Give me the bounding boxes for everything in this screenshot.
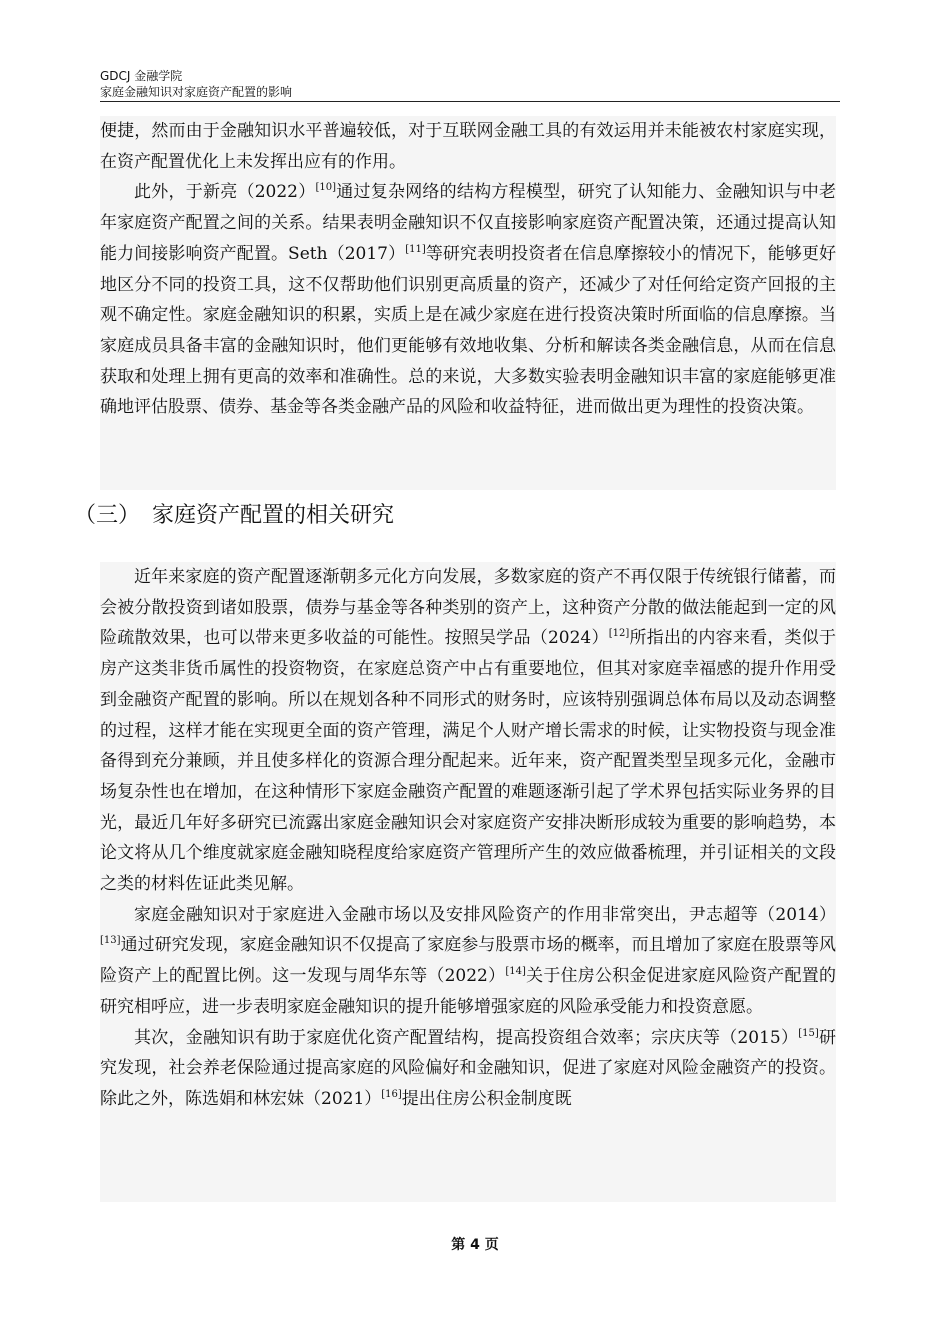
paragraph: 近年来家庭的资产配置逐渐朝多元化方向发展，多数家庭的资产不再仅限于传统银行储蓄，而会被分散投资到诸如股票，债券与基金等各种类别的资产上，这种资产分散的做法能起到一定的风险疏散效果，也可以带来更多收益的可能性。按照吴学品（2024）[12]所指出的内容来看，类似于房产这类非货币属性的投资物资，在家庭总资产中占有重要地位，但其对家庭幸福感的提升作用受到金融资产配置的影响。所以在规划各种不同形式的财务时，应该特别强调总体布局以及动态调整的过程，这样才能在实现更全面的资产管理，满足个人财产增长需求的时候，让实物投资与现金准备得到充分兼顾，并且使多样化的资源合理分配起来。近年来，资产配置类型呈现多元化，金融市场复杂性也在增加，在这种情形下家庭金融资产配置的难题逐渐引起了学术界包括实际业务界的目光，最近几年好多研究已流露出家庭金融知识会对家庭资产安排决断形成较为重要的影响趋势，本论文将从几个维度就家庭金融知晓程度给家庭资产管理所产生的效应做番梳理，并引证相关的文段之类的材料佐证此类见解。 bbox=[100, 567, 837, 895]
citation: [11] bbox=[405, 243, 426, 255]
citation: [10] bbox=[315, 182, 336, 194]
body-text-block bbox=[100, 562, 836, 1202]
paragraph-continued: 便捷，然而由于金融知识水平普遍较低，对于互联网金融工具的有效运用并未能被农村家庭实现，在资产配置优化上未发挥出应有的作用。 bbox=[100, 121, 836, 172]
citation: [14] bbox=[505, 966, 526, 978]
citation: [16] bbox=[381, 1088, 402, 1100]
header-institution: GDCJ 金融学院 bbox=[100, 69, 183, 83]
paragraph: 其次，金融知识有助于家庭优化资产配置结构，提高投资组合效率；宗庆庆等（2015）[15]研究发现，社会养老保险通过提高家庭的风险偏好和金融知识，促进了家庭对风险金融资产的投资。除此之外，陈选娟和林宏妹（2021）[16]提出住房公积金制度既 bbox=[100, 1027, 837, 1109]
top-text-block bbox=[100, 116, 836, 490]
citation: [12] bbox=[608, 628, 630, 640]
page-number: 第 4 页 bbox=[451, 1237, 499, 1253]
citation: [15] bbox=[798, 1027, 819, 1039]
citation: [13] bbox=[100, 935, 121, 947]
paragraph: 家庭金融知识对于家庭进入金融市场以及安排风险资产的作用非常突出，尹志超等（2014）[13]通过研究发现，家庭金融知识不仅提高了家庭参与股票市场的概率，而且增加了家庭在股票等风险资产上的配置比例。这一发现与周华东等（2022）[14]关于住房公积金促进家庭风险资产配置的研究相呼应，进一步表明家庭金融知识的提升能够增强家庭的风险承受能力和投资意愿。 bbox=[100, 904, 837, 1017]
header-thesis-title: 家庭金融知识对家庭资产配置的影响 bbox=[100, 85, 293, 99]
section-number: （三） bbox=[74, 503, 141, 528]
running-header bbox=[100, 68, 840, 102]
section-title: 家庭资产配置的相关研究 bbox=[152, 503, 395, 528]
section-heading bbox=[74, 500, 394, 532]
paragraph: 此外，于新亮（2022）[10]通过复杂网络的结构方程模型，研究了认知能力、金融知识与中老年家庭资产配置之间的关系。结果表明金融知识不仅直接影响家庭资产配置决策，还通过提高认知能力间接影响资产配置。Seth（2017）[11]等研究表明投资者在信息摩擦较小的情况下，能够更好地区分不同的投资工具，这不仅帮助他们识别更高质量的资产，还减少了对任何给定资产回报的主观不确定性。家庭金融知识的积累，实质上是在减少家庭在进行投资决策时所面临的信息摩擦。当家庭成员具备丰富的金融知识时，他们更能够有效地收集、分析和解读各类金融信息，从而在信息获取和处理上拥有更高的效率和准确性。总的来说，大多数实验表明金融知识丰富的家庭能够更准确地评估股票、债券、基金等各类金融产品的风险和收益特征，进而做出更为理性的投资决策。 bbox=[100, 182, 837, 418]
